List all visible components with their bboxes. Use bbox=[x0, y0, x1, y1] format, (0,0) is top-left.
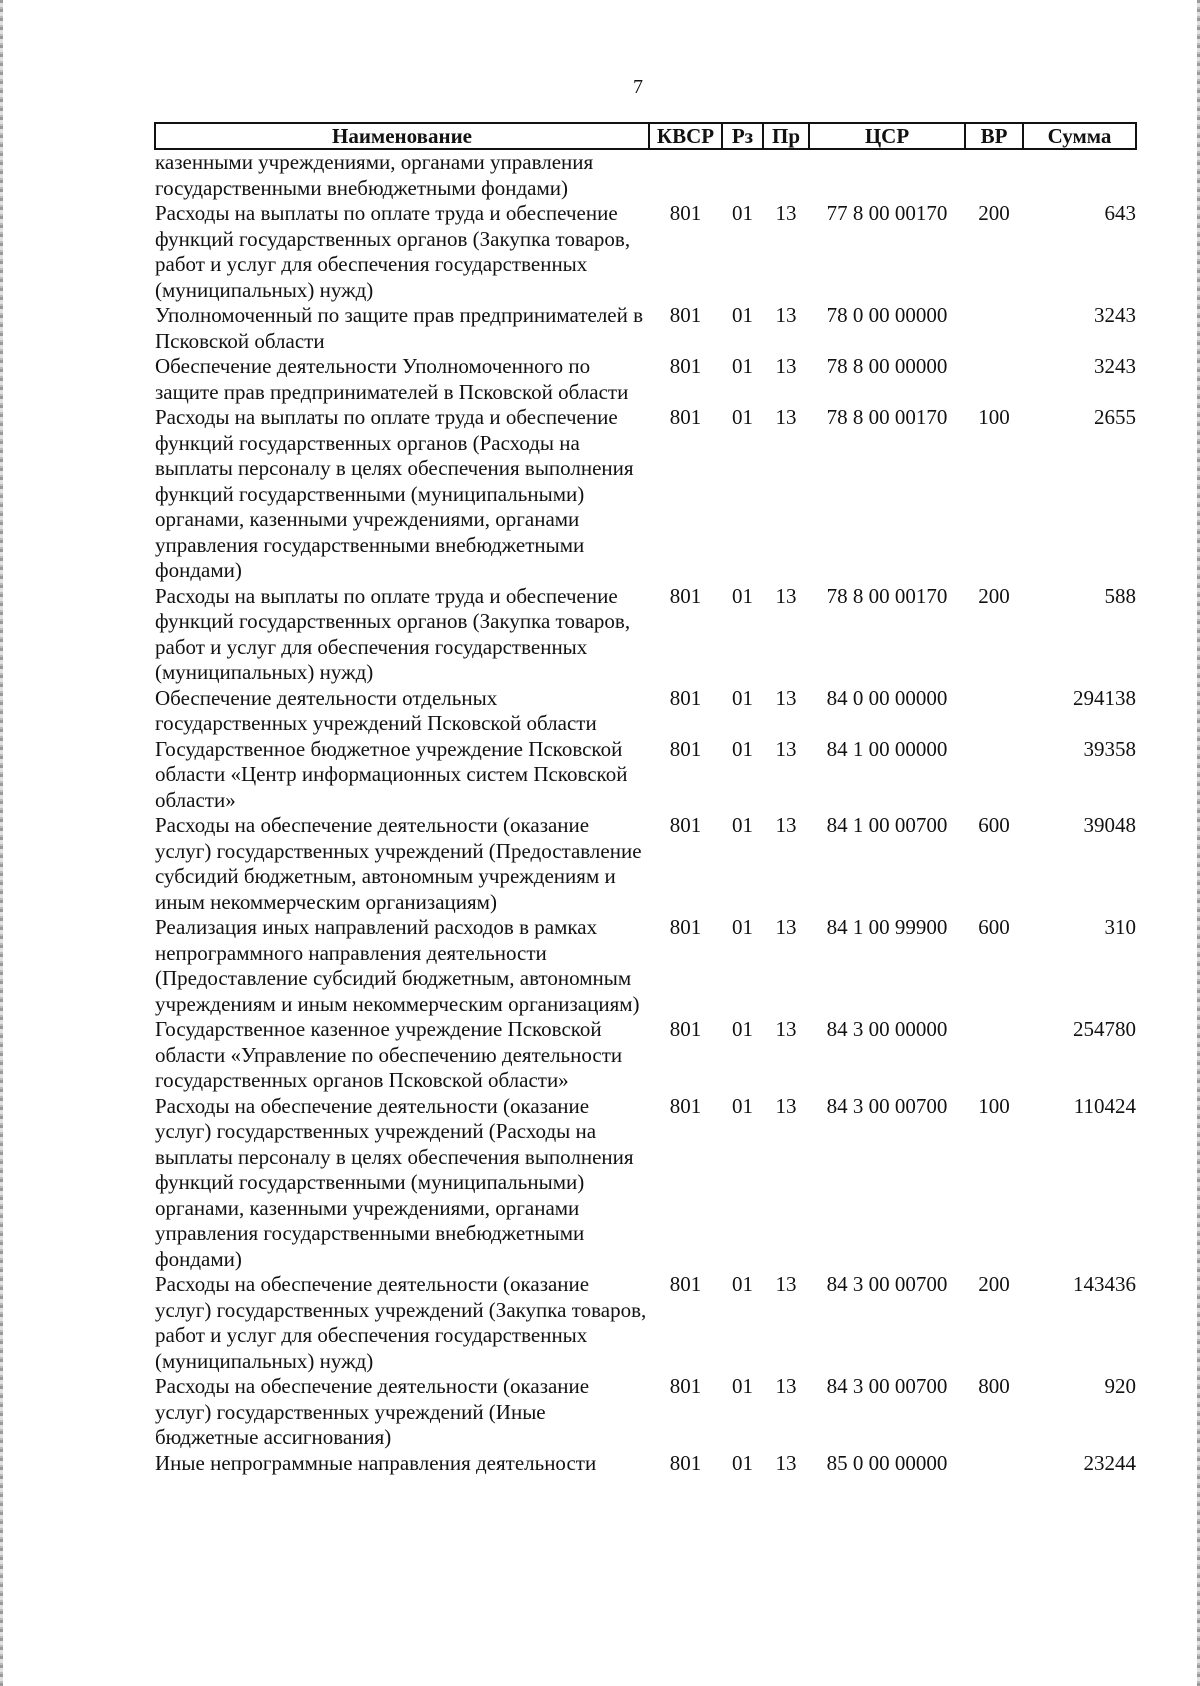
cell-kvsr: 801 bbox=[669, 1450, 702, 1475]
table-row bbox=[155, 1272, 1136, 1374]
cell-pr: 13 bbox=[775, 1272, 797, 1296]
cell-name: Государственное казенное учреждение Псковской области «Управление по обеспечению деятельности государственных органов Псковской области» bbox=[155, 1017, 623, 1092]
cell-csr: 84 3 00 00000 bbox=[826, 1017, 948, 1041]
cell-pr: 13 bbox=[775, 1093, 797, 1118]
cell-name: Реализация иных направлений расходов в рамках непрограммного направления деятельности (Предоставление субсидий бюджетным, автономным учреждениям и иным некоммерческим организациям) bbox=[155, 915, 640, 1016]
cell-csr: 78 8 00 00170 bbox=[826, 583, 948, 608]
cell-vr: 200 bbox=[978, 1272, 1010, 1296]
cell-name: Расходы на обеспечение деятельности (оказание услуг) государственных учреждений (Иные бюджетные ассигнования) bbox=[155, 1374, 590, 1449]
cell-rz: 01 bbox=[732, 583, 753, 608]
cell-rz: 01 bbox=[732, 915, 753, 939]
cell-vr bbox=[965, 1451, 1023, 1477]
cell-name: Расходы на обеспечение деятельности (оказание услуг) государственных учреждений (Расходы на выплаты персоналу в целях обеспечения выполнения функций государственными (муниципальными) органами, казенными учреждениями, органами управления государственными внебюджетными фондами) bbox=[155, 1093, 634, 1271]
cell-rz: 01 bbox=[732, 736, 753, 761]
cell-csr: 84 1 00 99900 bbox=[826, 915, 948, 939]
cell-name: казенными учреждениями, органами управления государственными внебюджетными фондами) bbox=[155, 150, 594, 200]
cell-pr: 13 bbox=[775, 1374, 797, 1398]
cell-vr: 100 bbox=[978, 405, 1010, 429]
table-row bbox=[155, 686, 1136, 737]
cell-rz: 01 bbox=[732, 354, 753, 378]
cell-kvsr: 801 bbox=[669, 303, 702, 327]
cell-kvsr: 801 bbox=[669, 1017, 702, 1041]
cell-vr: 600 bbox=[978, 915, 1010, 939]
cell-csr: 78 8 00 00000 bbox=[826, 354, 948, 378]
cell-csr: 78 8 00 00170 bbox=[826, 405, 948, 429]
cell-vr bbox=[965, 737, 1023, 814]
cell-rz: 01 bbox=[732, 1272, 753, 1296]
cell-vr bbox=[965, 303, 1023, 354]
cell-name: Расходы на выплаты по оплате труда и обеспечение функций государственных органов (Закупка товаров, работ и услуг для обеспечения государственных (муниципальных) нужд) bbox=[155, 583, 631, 684]
cell-csr: 78 0 00 00000 bbox=[826, 303, 948, 327]
cell-sum: 588 bbox=[1104, 583, 1136, 608]
cell-vr bbox=[965, 149, 1023, 201]
cell-csr: 84 3 00 00700 bbox=[826, 1374, 948, 1398]
cell-vr bbox=[965, 686, 1023, 737]
cell-kvsr: 801 bbox=[669, 201, 702, 225]
header-name: Наименование bbox=[155, 123, 649, 149]
cell-sum: 110424 bbox=[1073, 1093, 1136, 1118]
cell-pr: 13 bbox=[775, 1017, 797, 1041]
table-row bbox=[155, 405, 1136, 584]
cell-kvsr: 801 bbox=[669, 1272, 702, 1296]
table-row bbox=[155, 915, 1136, 1017]
cell-name: Расходы на обеспечение деятельности (оказание услуг) государственных учреждений (Закупка товаров, работ и услуг для обеспечения государственных (муниципальных) нужд) bbox=[155, 1272, 647, 1373]
page-number: 7 bbox=[633, 76, 643, 98]
cell-csr: 84 3 00 00700 bbox=[826, 1093, 948, 1118]
cell-kvsr: 801 bbox=[669, 736, 702, 761]
cell-name: Обеспечение деятельности Уполномоченного по защите прав предпринимателей в Псковской области bbox=[155, 354, 629, 404]
table-row bbox=[155, 1094, 1136, 1273]
cell-pr: 13 bbox=[775, 1450, 797, 1475]
cell-kvsr: 801 bbox=[669, 583, 702, 608]
cell-rz: 01 bbox=[732, 1374, 753, 1398]
cell-sum: 3243 bbox=[1094, 354, 1136, 378]
cell-name: Расходы на обеспечение деятельности (оказание услуг) государственных учреждений (Предоставление субсидий бюджетным, автономным учреждениям и иным некоммерческим организациям) bbox=[155, 813, 642, 914]
cell-pr: 13 bbox=[775, 201, 797, 225]
cell-vr bbox=[965, 1017, 1023, 1094]
cell-rz: 01 bbox=[732, 405, 753, 429]
cell-rz bbox=[722, 149, 763, 201]
cell-pr: 13 bbox=[775, 736, 797, 761]
table-row bbox=[155, 813, 1136, 915]
cell-csr bbox=[809, 149, 965, 201]
header-kvsr: КВСР bbox=[649, 123, 722, 149]
cell-kvsr: 801 bbox=[669, 685, 702, 710]
cell-sum: 3243 bbox=[1094, 303, 1136, 327]
cell-csr: 77 8 00 00170 bbox=[826, 201, 948, 225]
cell-kvsr bbox=[649, 149, 722, 201]
cell-name: Уполномоченный по защите прав предпринимателей в Псковской области bbox=[155, 303, 644, 353]
table-row bbox=[155, 303, 1136, 354]
cell-rz: 01 bbox=[732, 1093, 753, 1118]
cell-sum: 39048 bbox=[1083, 813, 1136, 837]
table-row bbox=[155, 737, 1136, 814]
cell-vr: 100 bbox=[978, 1093, 1010, 1118]
cell-name: Иные непрограммные направления деятельности bbox=[155, 1450, 597, 1475]
cell-rz: 01 bbox=[732, 303, 753, 327]
cell-kvsr: 801 bbox=[669, 1093, 702, 1118]
cell-sum: 23244 bbox=[1083, 1450, 1136, 1475]
budget-table bbox=[154, 122, 1137, 1476]
cell-name: Государственное бюджетное учреждение Псковской области «Центр информационных систем Псковской области» bbox=[155, 736, 628, 812]
cell-vr: 200 bbox=[978, 583, 1010, 608]
cell-csr: 84 3 00 00700 bbox=[826, 1272, 948, 1296]
table-row bbox=[155, 584, 1136, 686]
header-rz: Рз bbox=[722, 123, 763, 149]
cell-pr: 13 bbox=[775, 813, 797, 837]
cell-kvsr: 801 bbox=[669, 813, 702, 837]
cell-pr: 13 bbox=[775, 405, 797, 429]
cell-sum: 2655 bbox=[1094, 405, 1136, 429]
cell-kvsr: 801 bbox=[669, 915, 702, 939]
cell-pr: 13 bbox=[775, 583, 797, 608]
table-row bbox=[155, 1374, 1136, 1451]
table-header-row bbox=[155, 123, 1136, 149]
cell-pr: 13 bbox=[775, 685, 797, 710]
cell-pr bbox=[763, 149, 809, 201]
cell-name: Расходы на выплаты по оплате труда и обеспечение функций государственных органов (Закупка товаров, работ и услуг для обеспечения государственных (муниципальных) нужд) bbox=[155, 201, 631, 302]
header-pr: Пр bbox=[763, 123, 809, 149]
cell-kvsr: 801 bbox=[669, 354, 702, 378]
cell-name: Обеспечение деятельности отдельных государственных учреждений Псковской области bbox=[155, 685, 597, 735]
header-sum: Сумма bbox=[1023, 123, 1136, 149]
cell-name: Расходы на выплаты по оплате труда и обеспечение функций государственных органов (Расходы на выплаты персоналу в целях обеспечения выполнения функций государственными (муниципальными) органами, казенными учреждениями, органами управления государственными внебюджетными фондами) bbox=[155, 405, 634, 582]
table-row bbox=[155, 149, 1136, 201]
cell-pr: 13 bbox=[775, 303, 797, 327]
cell-vr: 800 bbox=[978, 1374, 1010, 1398]
cell-rz: 01 bbox=[732, 1450, 753, 1475]
cell-kvsr: 801 bbox=[669, 405, 702, 429]
cell-pr: 13 bbox=[775, 915, 797, 939]
cell-csr: 84 0 00 00000 bbox=[826, 685, 948, 710]
cell-vr bbox=[965, 354, 1023, 405]
cell-sum: 294138 bbox=[1073, 685, 1136, 710]
cell-csr: 84 1 00 00700 bbox=[826, 813, 948, 837]
header-vr: ВР bbox=[965, 123, 1023, 149]
table-row bbox=[155, 354, 1136, 405]
header-csr: ЦСР bbox=[809, 123, 965, 149]
cell-sum: 920 bbox=[1104, 1374, 1136, 1398]
cell-sum bbox=[1023, 149, 1136, 201]
cell-csr: 85 0 00 00000 bbox=[826, 1450, 948, 1475]
table-row bbox=[155, 201, 1136, 303]
cell-vr: 200 bbox=[978, 201, 1010, 225]
cell-sum: 143436 bbox=[1073, 1272, 1136, 1296]
cell-csr: 84 1 00 00000 bbox=[826, 736, 948, 761]
cell-rz: 01 bbox=[732, 201, 753, 225]
table-body bbox=[155, 149, 1136, 1476]
cell-pr: 13 bbox=[775, 354, 797, 378]
table-row bbox=[155, 1017, 1136, 1094]
cell-sum: 310 bbox=[1104, 915, 1136, 939]
cell-sum: 254780 bbox=[1073, 1017, 1136, 1041]
cell-kvsr: 801 bbox=[669, 1374, 702, 1398]
cell-rz: 01 bbox=[732, 685, 753, 710]
cell-sum: 39358 bbox=[1083, 736, 1136, 761]
cell-vr: 600 bbox=[978, 813, 1010, 837]
cell-sum: 643 bbox=[1104, 201, 1136, 225]
cell-rz: 01 bbox=[732, 1017, 753, 1041]
table-row bbox=[155, 1451, 1136, 1477]
scan-edge-left bbox=[0, 0, 3, 1686]
cell-rz: 01 bbox=[732, 813, 753, 837]
